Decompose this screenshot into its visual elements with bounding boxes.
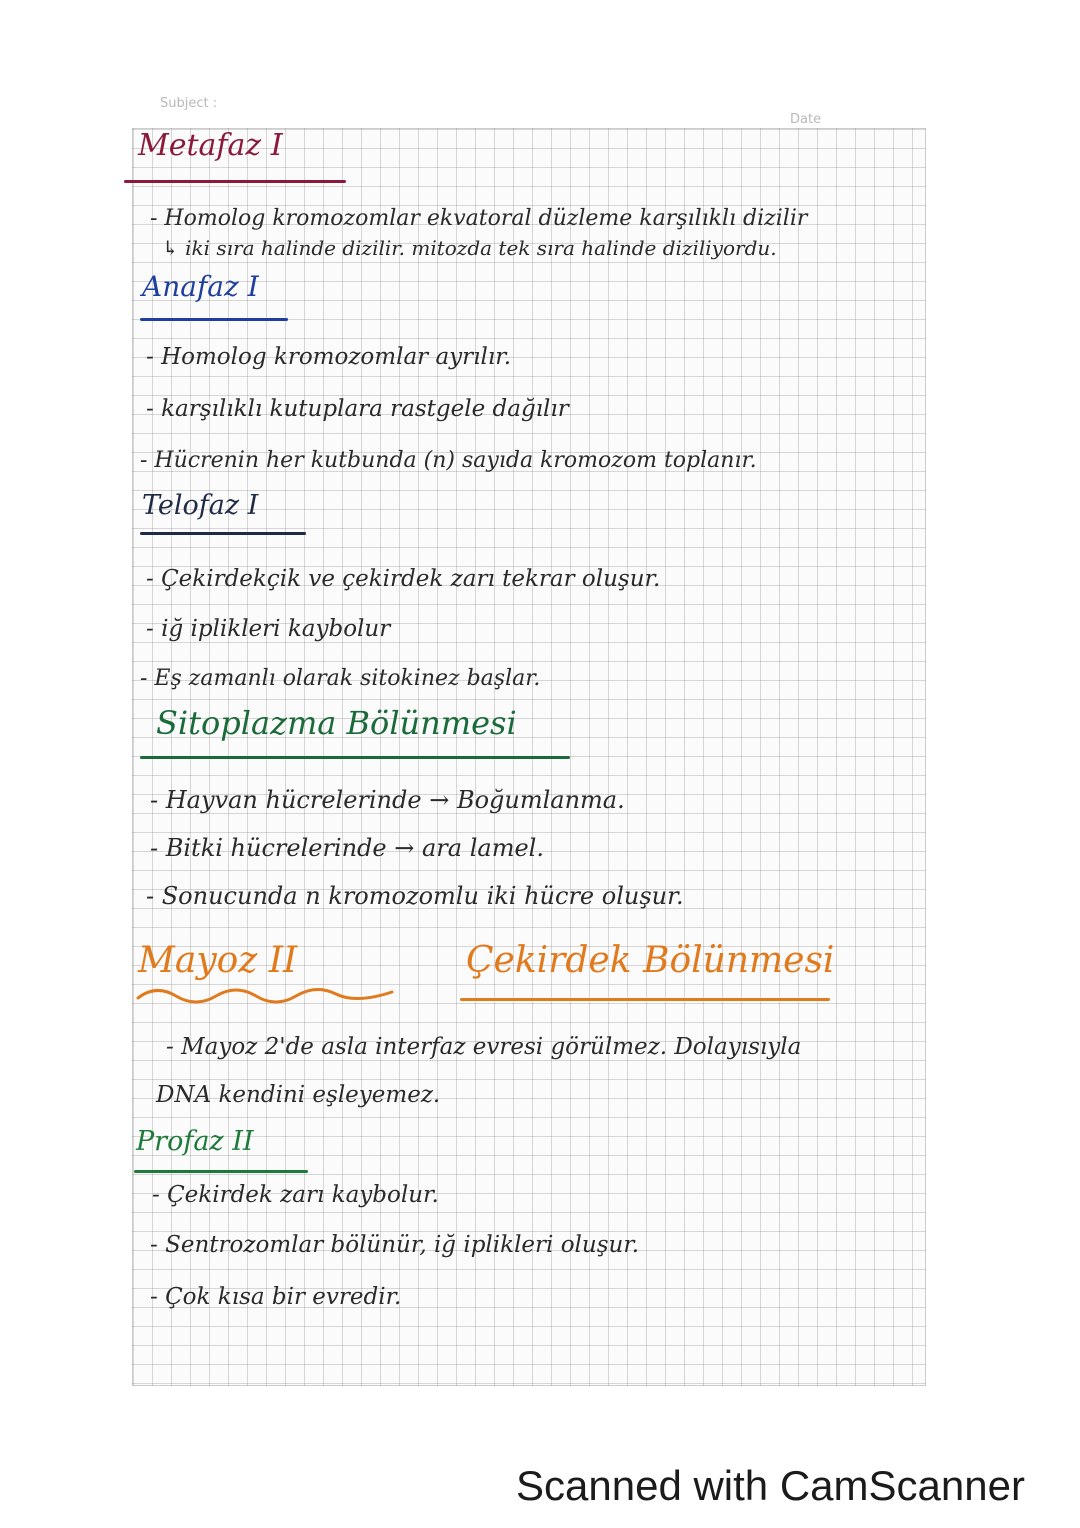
metafaz1-title: Metafaz I — [138, 128, 283, 163]
sitoplazma-line-3: - Sonucunda n kromozomlu iki hücre oluşur. — [146, 882, 684, 910]
date-label: Date — [790, 112, 822, 127]
anafaz1-line-3: - Hücrenin her kutbunda (n) sayıda kromozom toplanır. — [140, 448, 757, 473]
profaz2-underline — [134, 1170, 308, 1173]
anafaz1-line-1: - Homolog kromozomlar ayrılır. — [146, 344, 512, 370]
telofaz1-underline — [140, 532, 306, 535]
mayoz2-subtitle: Çekirdek Bölünmesi — [466, 940, 835, 981]
mayoz2-subtitle-underline — [460, 998, 830, 1001]
telofaz1-title: Telofaz I — [142, 490, 259, 521]
mayoz2-line-1: - Mayoz 2'de asla interfaz evresi görülmez. Dolayısıyla — [166, 1034, 802, 1060]
anafaz1-title: Anafaz I — [142, 270, 259, 303]
mayoz2-title: Mayoz II — [138, 940, 298, 981]
metafaz1-line-2: ↳ iki sıra halinde dizilir. mitozda tek sıra halinde diziliyordu. — [162, 236, 777, 260]
anafaz1-underline — [140, 318, 288, 321]
profaz2-line-1: - Çekirdek zarı kaybolur. — [152, 1182, 439, 1208]
camscanner-watermark: Scanned with CamScanner — [516, 1462, 1025, 1509]
sitoplazma-line-2: - Bitki hücrelerinde → ara lamel. — [150, 834, 544, 862]
profaz2-line-2: - Sentrozomlar bölünür, iğ iplikleri oluşur. — [150, 1232, 640, 1258]
sitoplazma-line-1: - Hayvan hücrelerinde → Boğumlanma. — [150, 786, 625, 814]
mayoz2-underline-wave — [136, 980, 396, 1010]
profaz2-title: Profaz II — [136, 1126, 254, 1157]
mayoz2-line-2: DNA kendini eşleyemez. — [156, 1082, 441, 1108]
sitoplazma-underline — [140, 756, 570, 759]
telofaz1-line-3: - Eş zamanlı olarak sitokinez başlar. — [140, 666, 541, 691]
metafaz1-line-1: - Homolog kromozomlar ekvatoral düzleme karşılıklı dizilir — [150, 206, 808, 231]
subject-label: Subject : — [160, 96, 218, 111]
metafaz1-underline — [124, 180, 346, 183]
sitoplazma-title: Sitoplazma Bölünmesi — [156, 704, 517, 742]
profaz2-line-3: - Çok kısa bir evredir. — [150, 1284, 402, 1310]
telofaz1-line-1: - Çekirdekçik ve çekirdek zarı tekrar oluşur. — [146, 566, 661, 592]
telofaz1-line-2: - iğ iplikleri kaybolur — [146, 616, 391, 642]
anafaz1-line-2: - karşılıklı kutuplara rastgele dağılır — [146, 396, 569, 422]
